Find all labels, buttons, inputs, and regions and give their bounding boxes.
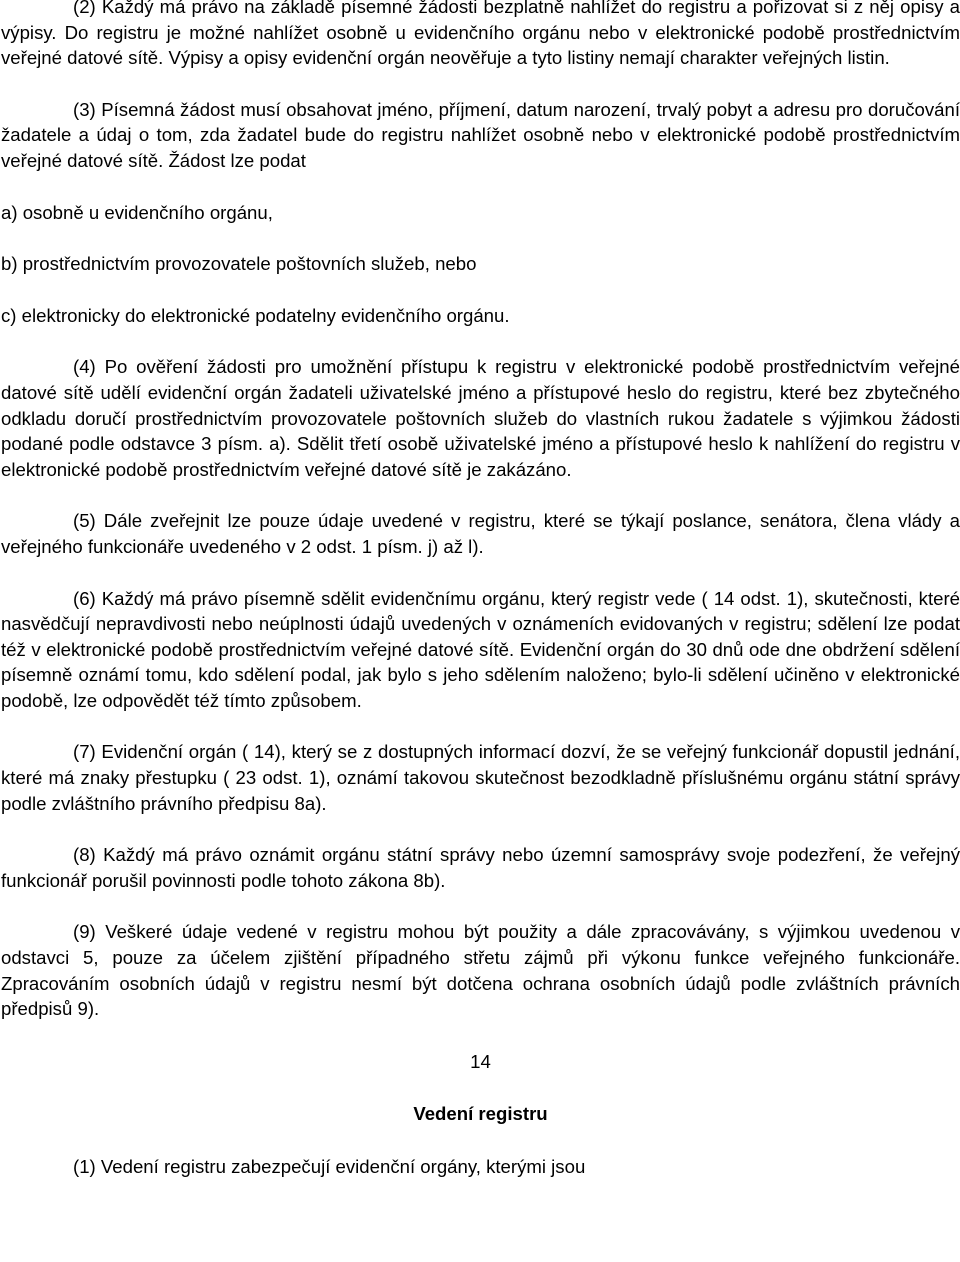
section-title: Vedení registru	[413, 1103, 548, 1125]
list-item-a: a) osobně u evidenčního orgánu,	[1, 201, 273, 223]
paragraph-3: (3) Písemná žádost musí obsahovat jméno, příjmení, datum narození, trvalý pobyt a adresu pro doručování žadatele a údaj o tom, zda žadatel bude do registru nahlížet osobně nebo v elektronické podobě prostřednictvím veřejné datové sítě. Žádost lze podat	[1, 98, 960, 171]
list-item-c: c) elektronicky do elektronické podatelny evidenčního orgánu.	[1, 304, 510, 326]
paragraph-1-next-section: (1) Vedení registru zabezpečují evidenční orgány, kterými jsou	[73, 1156, 586, 1177]
paragraph-2: (2) Každý má právo na základě písemné žádosti bezplatně nahlížet do registru a pořizovat si z něj opisy a výpisy. Do registru je možné nahlížet osobně u evidenčního orgánu nebo v elektronické podobě prostřednictvím veřejné datové sítě. Výpisy a opisy evidenční orgán neověřuje a tyto listiny nemají charakter veřejných listin.	[1, 0, 960, 69]
paragraph-8: (8) Každý má právo oznámit orgánu státní správy nebo územní samosprávy svoje podezření, že veřejný funkcionář porušil povinnosti podle tohoto zákona 8b).	[1, 844, 960, 891]
list-item-b: b) prostřednictvím provozovatele poštovních služeb, nebo	[1, 253, 477, 275]
paragraph-7: (7) Evidenční orgán ( 14), který se z dostupných informací dozví, že se veřejný funkcionář dopustil jednání, které má znaky přestupku ( 23 odst. 1), oznámí takovou skutečnost bezodkladně příslušnému orgánu státní správy podle zvláštního právního předpisu 8a).	[1, 741, 960, 814]
section-number: 14	[470, 1050, 491, 1072]
paragraph-6: (6) Každý má právo písemně sdělit evidenčnímu orgánu, který registr vede ( 14 odst. 1), skutečnosti, které nasvědčují nepravdivosti nebo neúplnosti údajů uvedených v oznámeních evidovaných v registru; sdělení lze podat též v elektronické podobě prostřednictvím veřejné datové sítě. Evidenční orgán do 30 dnů ode dne obdržení sdělení písemně oznámí tomu, kdo sdělení podal, jak bylo s jeho sdělením naloženo; bylo-li sdělení učiněno v elektronické podobě, lze odpovědět též tímto způsobem.	[1, 587, 960, 711]
paragraph-5: (5) Dále zveřejnit lze pouze údaje uvedené v registru, které se týkají poslance, senátora, člena vlády a veřejného funkcionáře uvedeného v 2 odst. 1 písm. j) až l).	[1, 510, 960, 557]
paragraph-4: (4) Po ověření žádosti pro umožnění přístupu k registru v elektronické podobě prostřednictvím veřejné datové sítě udělí evidenční orgán žadateli uživatelské jméno a přístupové heslo do registru, které bez zbytečného odkladu doručí prostřednictvím provozovatele poštovních služeb do vlastních rukou žadatele s výjimkou žádosti podané podle odstavce 3 písm. a). Sdělit třetí osobě uživatelské jméno a přístupové heslo k nahlížení do registru v elektronické podobě prostřednictvím veřejné datové sítě je zakázáno.	[1, 356, 960, 480]
paragraph-9: (9) Veškeré údaje vedené v registru mohou být použity a dále zpracovávány, s výjimkou uvedenou v odstavci 5, pouze za účelem zjištění případného střetu zájmů při výkonu funkce veřejného funkcionáře. Zpracováním osobních údajů v registru nesmí být dotčena ochrana osobních údajů podle zvláštních právních předpisů 9).	[1, 921, 960, 1020]
